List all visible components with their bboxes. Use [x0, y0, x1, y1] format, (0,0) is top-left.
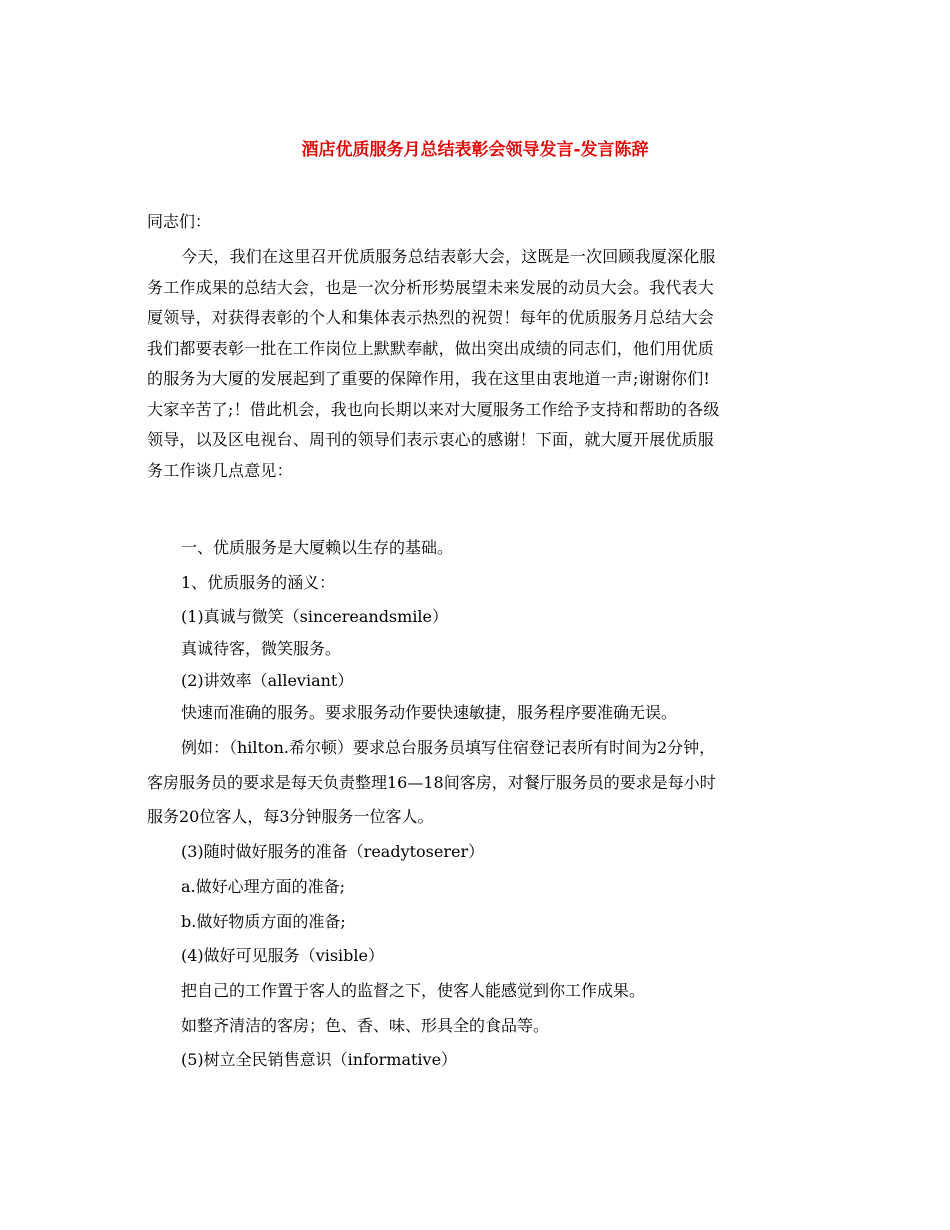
intro-line: 我们都要表彰一批在工作岗位上默默奉献，做出突出成绩的同志们，他们用优质 — [147, 338, 715, 358]
item-heading: (1)真诚与微笑（sincereandsmile） — [181, 607, 449, 627]
intro-paragraph — [147, 242, 807, 486]
intro-line: 务工作成果的总结大会，也是一次分析形势展望未来发展的动员大会。我代表大 — [147, 277, 715, 297]
intro-line: 的服务为大厦的发展起到了重要的保障作用，我在这里由衷地道一声;谢谢你们! — [147, 369, 711, 388]
item-heading: (2)讲效率（alleviant） — [181, 671, 354, 691]
intro-line: 务工作谈几点意见： — [147, 460, 293, 480]
intro-line: 大家辛苦了;！借此机会，我也向长期以来对大厦服务工作给予支持和帮助的各级 — [147, 399, 720, 419]
example-text: 客房服务员的要求是每天负责整理16—18间客房，对餐厅服务员的要求是每小时 — [147, 772, 716, 792]
item-heading: (4)做好可见服务（visible） — [181, 946, 384, 966]
intro-line: 领导，以及区电视台、周刊的领导们表示衷心的感谢！下面，就大厦开展优质服 — [147, 430, 715, 449]
intro-line: 厦领导，对获得表彰的个人和集体表示热烈的祝贺！每年的优质服务月总结大会 — [147, 308, 715, 327]
intro-line: 今天，我们在这里召开优质服务总结表彰大会，这既是一次回顾我厦深化服 — [181, 247, 716, 266]
example-text: 服务20位客人，每3分钟服务一位客人。 — [147, 807, 434, 827]
item-text: 快速而准确的服务。要求服务动作要快速敏捷，服务程序要准确无误。 — [181, 703, 678, 723]
item-heading: (5)树立全民销售意识（informative） — [181, 1050, 458, 1070]
example-text: 例如：（hilton.希尔顿）要求总台服务员填写住宿登记表所有时间为2分钟， — [181, 738, 716, 758]
salutation: 同志们： — [147, 212, 212, 231]
item-text: a.做好心理方面的准备; — [181, 876, 346, 896]
item-text: 把自己的工作置于客人的监督之下，使客人能感觉到你工作成果。 — [181, 980, 646, 1000]
subsection-heading: 1、优质服务的涵义： — [181, 572, 336, 592]
item-text: b.做好物质方面的准备; — [181, 911, 346, 931]
item-heading: (3)随时做好服务的准备（readytoserer） — [181, 842, 485, 862]
body-content — [147, 533, 827, 1080]
item-text: 如整齐清洁的客房；色、香、味、形具全的食品等。 — [181, 1015, 550, 1035]
item-text: 真诚待客，微笑服务。 — [181, 639, 342, 659]
section-heading: 一、优质服务是大厦赖以生存的基础。 — [181, 538, 454, 557]
document-title: 酒店优质服务月总结表彰会领导发言-发言陈辞 — [301, 140, 649, 160]
